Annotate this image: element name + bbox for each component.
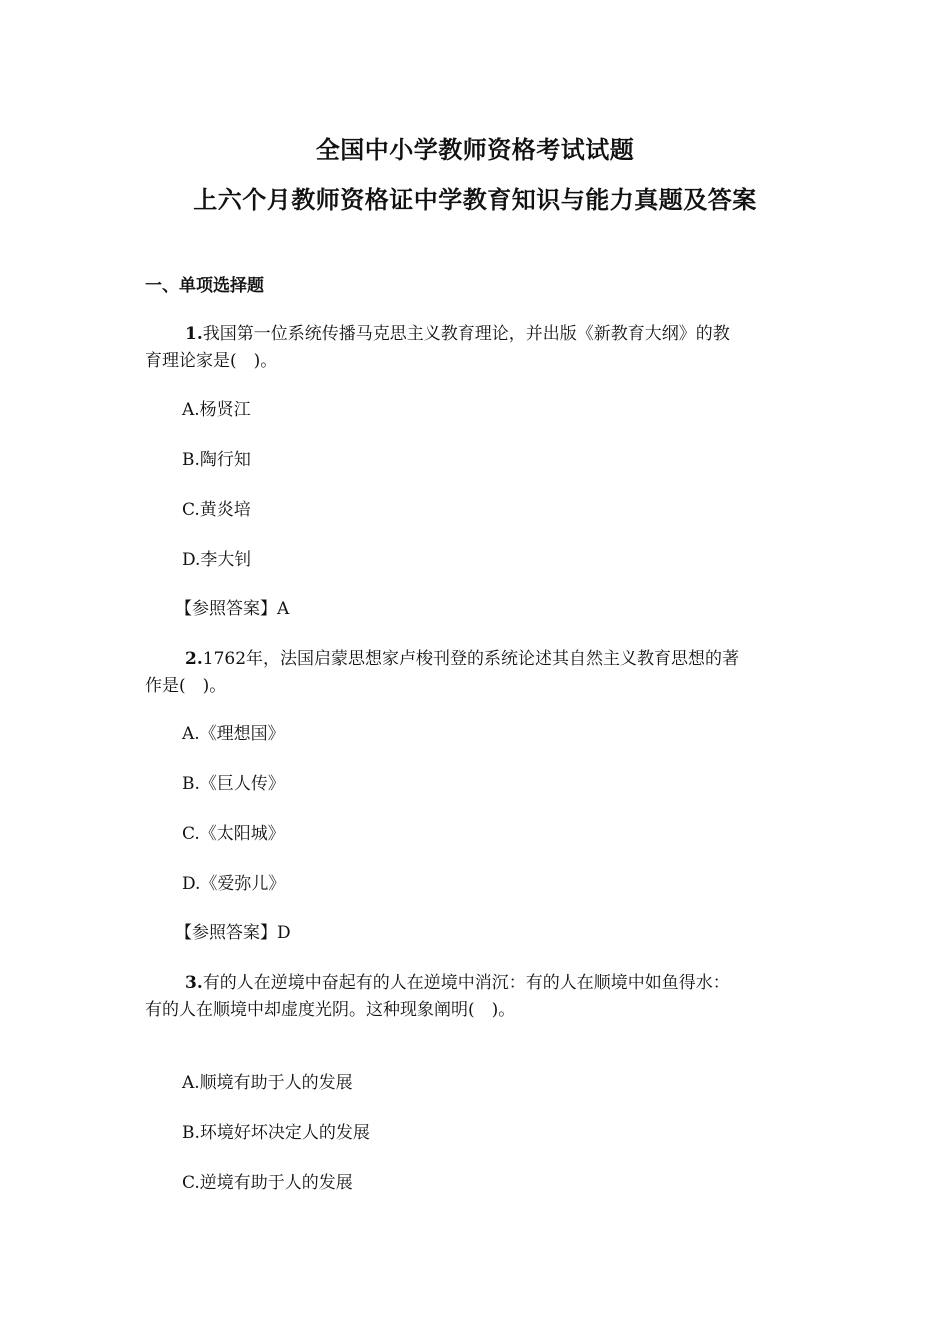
question-2-option-c: C.《太阳城》: [182, 824, 285, 844]
question-2-line1: 2.1762年，法国启蒙思想家卢梭刊登的系统论述其自然主义教育思想的著: [185, 649, 740, 669]
question-2-option-d: D.《爱弥儿》: [182, 874, 286, 894]
question-3-option-b: B.环境好坏决定人的发展: [182, 1123, 370, 1143]
question-1-answer: 【参照答案】A: [175, 599, 290, 619]
question-1-option-d: D.李大钊: [182, 550, 252, 570]
question-2-answer: 【参照答案】D: [175, 923, 291, 943]
question-2-option-b: B.《巨人传》: [182, 774, 285, 794]
document-title: 全国中小学教师资格考试试题: [315, 135, 635, 164]
question-1-option-a: A.杨贤江: [182, 400, 251, 420]
question-1-number: 1.: [185, 324, 203, 344]
question-1: [145, 321, 810, 375]
question-3-line2: 有的人在顺境中却虚度光阴。这种现象阐明( )。: [145, 1000, 516, 1020]
question-1-option-b: B.陶行知: [182, 450, 251, 470]
document-subtitle: 上六个月教师资格证中学教育知识与能力真题及答案: [193, 185, 757, 214]
question-3: [145, 970, 810, 1024]
question-2-line2: 作是( )。: [145, 676, 227, 696]
question-1-line2: 育理论家是( )。: [145, 351, 278, 371]
question-2-number: 2.: [185, 649, 203, 669]
question-1-line1: 1.我国第一位系统传播马克思主义教育理论，并出版《新教育大纲》的教: [185, 324, 730, 344]
question-1-option-c: C.黄炎培: [182, 500, 251, 520]
question-3-line1: 3.有的人在逆境中奋起有的人在逆境中消沉：有的人在顺境中如鱼得水：: [185, 973, 730, 993]
question-3-option-c: C.逆境有助于人的发展: [182, 1173, 353, 1193]
question-3-option-a: A.顺境有助于人的发展: [182, 1073, 353, 1093]
question-2-option-a: A.《理想国》: [182, 724, 285, 744]
section-heading: 一、单项选择题: [145, 276, 264, 296]
question-3-number: 3.: [185, 973, 203, 993]
question-2: [145, 646, 810, 700]
